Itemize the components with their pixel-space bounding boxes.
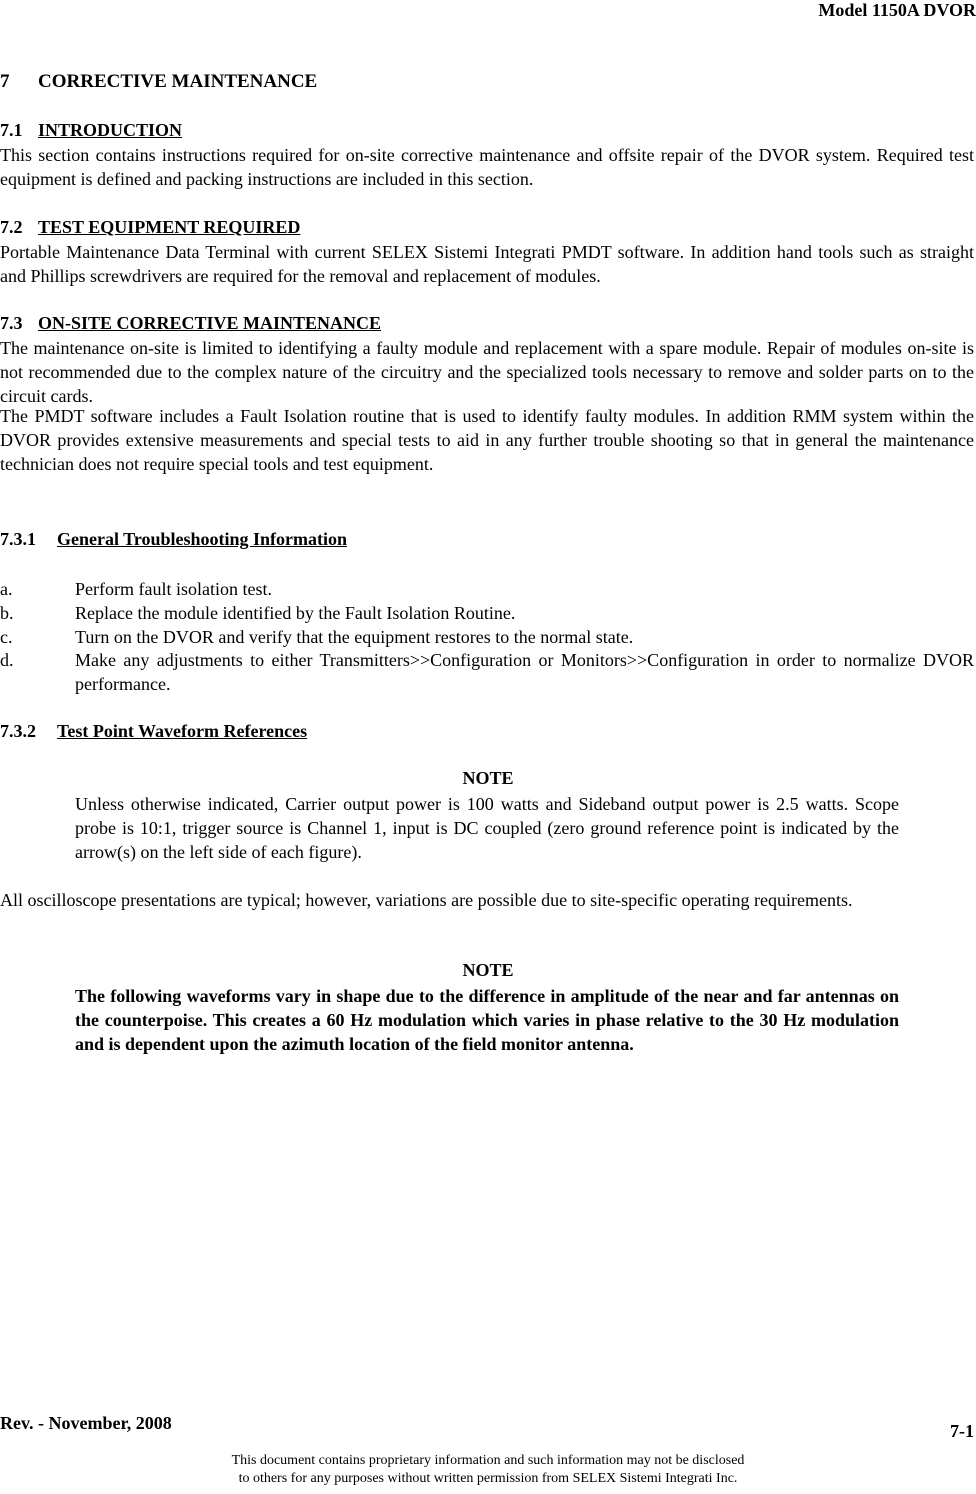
page-header-model: Model 1150A DVOR: [818, 0, 976, 20]
chapter-number: 7: [0, 71, 10, 92]
section-7-3-heading: [0, 313, 381, 334]
section-number: 7.3.1: [0, 529, 36, 549]
list-item: [0, 577, 974, 601]
note-title: NOTE: [462, 960, 514, 980]
list-item-text: Make any adjustments to either Transmitters>>Configuration or Monitors>>Configuration in order to normalize DVOR performance.: [75, 650, 974, 694]
list-item-label: a.: [0, 579, 13, 599]
section-7-3-2-paragraph: All oscilloscope presentations are typical; however, variations are possible due to site-specific operating requirements.: [0, 890, 853, 910]
section-7-2-heading: [0, 217, 300, 238]
section-7-3-paragraph-1: The maintenance on-site is limited to identifying a faulty module and replacement with a spare module. Repair of modules on-site is not recommended due to the complex nature of the circuitry and the specialized tools necessary to remove and solder parts on to the circuit cards.: [0, 338, 974, 406]
chapter-title: CORRECTIVE MAINTENANCE: [38, 71, 318, 92]
section-7-3-paragraph-2: The PMDT software includes a Fault Isolation routine that is used to identify faulty modules. In addition RMM system within the DVOR provides extensive measurements and special tests to aid in any further trouble shooting so that in general the maintenance technician does not require special tools and test equipment.: [0, 406, 974, 474]
note-body-bold: The following waveforms vary in shape due to the difference in amplitude of the near and far antennas on the counterpoise. This creates a 60 Hz modulation which varies in phase relative to the 30 Hz modulation and is dependent upon the azimuth location of the field monitor antenna.: [75, 986, 899, 1054]
section-number: 7.3: [0, 313, 23, 333]
list-item-label: b.: [0, 603, 14, 623]
list-item-label: c.: [0, 627, 13, 647]
list-item-text: Replace the module identified by the Fault Isolation Routine.: [75, 603, 516, 623]
disclaimer-line-2: to others for any purposes without written permission from SELEX Sistemi Integrati Inc.: [238, 1471, 738, 1486]
section-title: ON-SITE CORRECTIVE MAINTENANCE: [38, 313, 382, 333]
section-7-3-1-heading: [0, 529, 347, 550]
section-number: 7.2: [0, 217, 23, 237]
note-body: Unless otherwise indicated, Carrier output power is 100 watts and Sideband output power is 2.5 watts. Scope probe is 10:1, trigger source is Channel 1, input is DC coupled (zero ground reference point is indicated by the arrow(s) on the left side of each figure).: [75, 794, 899, 862]
section-number: 7.1: [0, 120, 23, 140]
section-number: 7.3.2: [0, 721, 36, 741]
revision-label: Rev. - November, 2008: [0, 1413, 172, 1433]
note-title: NOTE: [462, 768, 514, 788]
page-number: 7-1: [950, 1421, 974, 1441]
chapter-heading: [0, 71, 317, 93]
list-item: [0, 625, 974, 649]
disclaimer-line-1: This document contains proprietary information and such information may not be disclosed: [231, 1453, 745, 1468]
section-7-2-paragraph: Portable Maintenance Data Terminal with current SELEX Sistemi Integrati PMDT software. In addition hand tools such as straight and Phillips screwdrivers are required for the removal and replacement of modules.: [0, 242, 974, 286]
list-item-text: Turn on the DVOR and verify that the equipment restores to the normal state.: [75, 627, 634, 647]
section-7-1-paragraph: This section contains instructions required for on-site corrective maintenance and offsite repair of the DVOR system. Required test equipment is defined and packing instructions are included in this section.: [0, 145, 974, 189]
section-title: INTRODUCTION: [38, 120, 183, 140]
list-item-text: Perform fault isolation test.: [75, 579, 272, 599]
section-7-3-2-heading: [0, 721, 307, 742]
list-item-label: d.: [0, 650, 14, 670]
section-title: TEST EQUIPMENT REQUIRED: [38, 217, 301, 237]
list-item: [0, 648, 974, 696]
section-title: General Troubleshooting Information: [57, 529, 348, 549]
section-7-1-heading: [0, 120, 182, 141]
list-item: [0, 601, 974, 625]
section-title: Test Point Waveform References: [57, 721, 308, 741]
